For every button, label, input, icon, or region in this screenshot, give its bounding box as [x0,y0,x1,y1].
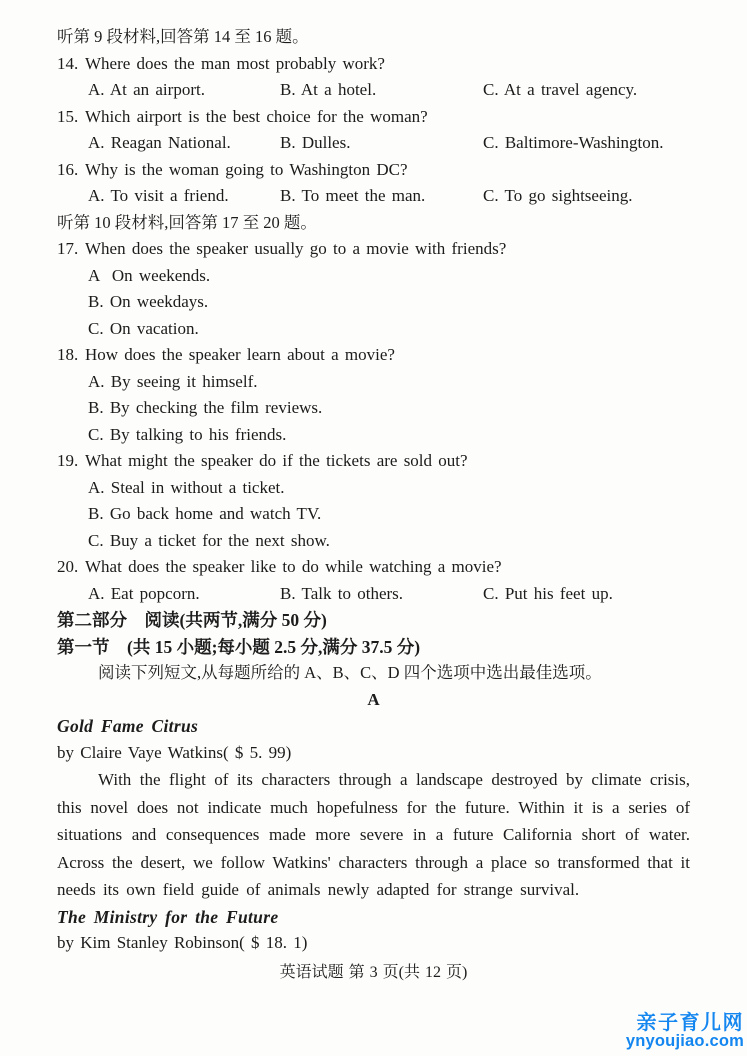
option-b: B. Talk to others. [280,583,404,603]
option-b: B. At a hotel. [280,80,377,99]
question-16 [57,157,690,210]
reading-instruction: 阅读下列短文,从每题所给的 A、B、C、D 四个选项中选出最佳选项。 [98,663,602,682]
question-15 [57,104,690,157]
question-text: Which airport is the best choice for the woman? [85,106,428,126]
question-text: Why is the woman going to Washington DC? [85,159,408,179]
question-17 [57,236,690,342]
question-text: What does the speaker like to do while watching a movie? [85,557,502,576]
book-entry-1 [57,713,690,904]
question-text: Where does the man most probably work? [85,53,385,73]
listening-material-10-intro: 听第 10 段材料,回答第 17 至 20 题。 [57,212,317,232]
option-c: C. Baltimore-Washington. [483,133,664,152]
option-c: C. To go sightseeing. [483,186,633,205]
option-b: B. Dulles. [280,133,351,152]
book-byline: by Kim Stanley Robinson( $ 18. 1) [57,933,308,952]
page-footer: 英语试题 第 3 页(共 12 页) [279,963,468,981]
book-title: Gold Fame Citrus [57,716,199,736]
option-c: C. By talking to his friends. [88,424,287,444]
question-20 [57,554,690,607]
options-row [57,130,690,157]
option-c: C. On vacation. [88,318,199,338]
question-18 [57,342,690,448]
option-b: B. Go back home and watch TV. [88,504,322,523]
listening-material-9-intro: 听第 9 段材料,回答第 14 至 16 题。 [57,27,309,46]
question-number: 17. [57,239,79,258]
question-number: 19. [57,451,79,470]
question-text: How does the speaker learn about a movie? [85,345,395,364]
option-a: A. Reagan National. [88,133,231,152]
section1-header: 第一节 (共 15 小题;每小题 2.5 分,满分 37.5 分) [57,636,421,657]
option-a: A. At an airport. [88,80,205,99]
options-row [57,581,690,608]
option-a: A. By seeing it himself. [88,371,258,391]
option-b: B. On weekdays. [88,292,209,311]
question-19 [57,448,690,554]
option-b: B. By checking the film reviews. [88,398,323,417]
question-number: 16. [57,159,79,179]
question-number: 20. [57,557,79,576]
option-a: A On weekends. [88,265,211,285]
option-a: A. Steal in without a ticket. [88,477,285,497]
book-description: With the flight of its characters through a landscape destroyed by climate crisis, this novel does not indicate much hopefulness for the future. Within it is a series of situations and consequences made more severe in a future California short of water. Across the desert, we follow Watkins' characters through a place so transformed that it needs its own field guide of animals newly adapted for strange survival. [57,770,690,899]
question-number: 18. [57,345,79,364]
question-14 [57,51,690,104]
option-a: A. To visit a friend. [88,186,229,205]
passage-a-label: A [367,689,380,709]
watermark [626,1013,744,1050]
watermark-site-url: ynyoujiao.com [625,1032,744,1051]
option-c: C. At a travel agency. [483,80,638,99]
option-b: B. To meet the man. [280,186,426,205]
question-number: 15. [57,106,79,126]
options-row [57,183,690,210]
options-row [57,77,690,104]
book-byline: by Claire Vaye Watkins( $ 5. 99) [57,742,292,762]
option-c: C. Put his feet up. [483,583,613,603]
question-number: 14. [57,53,79,73]
question-text: When does the speaker usually go to a movie with friends? [85,239,507,258]
part2-header: 第二部分 阅读(共两节,满分 50 分) [57,610,327,630]
option-a: A. Eat popcorn. [88,583,200,603]
watermark-site-name: 亲子育儿网 [636,1011,744,1034]
question-text: What might the speaker do if the tickets are sold out? [85,451,468,470]
book-entry-2 [57,904,690,957]
book-title: The Ministry for the Future [57,906,279,927]
option-c: C. Buy a ticket for the next show. [88,530,330,550]
